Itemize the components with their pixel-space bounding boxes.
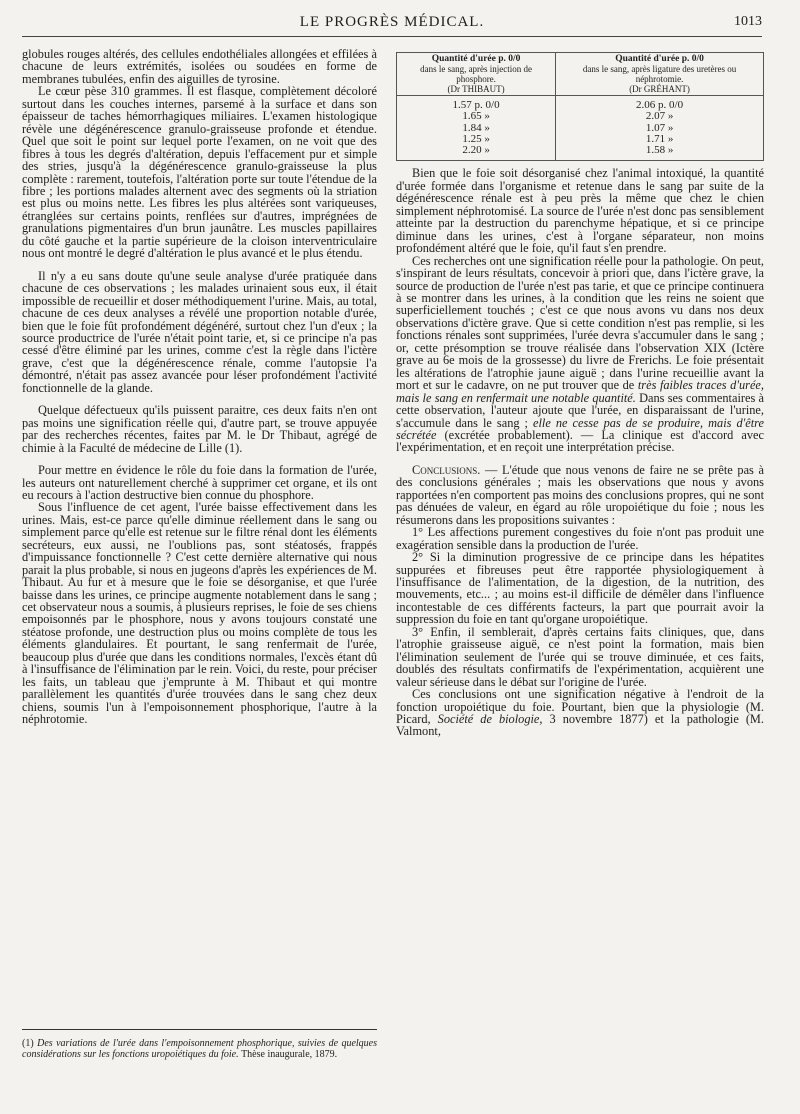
table-col1-values xyxy=(397,96,556,161)
footnote-title: Des variations de l'urée dans l'empoisonnement phosphorique, suivies de quelques considérations sur les fonctions uropoiétiques du foie. xyxy=(22,1038,377,1060)
table-cell: 1.57 p. 0/0 xyxy=(452,99,500,111)
table-cell: 1.71 » xyxy=(645,132,674,145)
page-number: 1013 xyxy=(734,14,762,29)
paragraph-phosphore: Pour mettre en évidence le rôle du foie dans la formation de l'urée, les auteurs ont naturellement cherché à supprimer cet organe, et ils ont eu recours à l'action destructive bien connue du phosphore. xyxy=(22,463,377,502)
paragraph-signification xyxy=(396,688,764,738)
table-header-nephrotomie xyxy=(556,53,764,96)
table-col2-values xyxy=(556,96,764,161)
left-column xyxy=(22,48,377,726)
paragraph-foie-desorganise: Bien que le foie soit désorganisé chez l'animal intoxiqué, la quantité d'urée formée dans l'organisme et retenue dans le sang par suite de la dégénérescence rénale est à peu près la même que chez le chien simplement néphrotomisé. La source de l'urée n'est donc pas sensiblement atteinte par la destruction du parenchyme hépatique, et si ce principe diminue dans les urines, c'est à l'organe séparateur, non moins profondément altéré que le foie, qu'il faut s'en prendre. xyxy=(396,166,764,256)
text-run: (excrétée probablement). — La clinique est d'accord avec l'expérimentation, et en reçoit une interprétation précise. xyxy=(396,428,764,455)
text-run-italic: très faibles traces d'urée, mais le sang en renfermait une notable quantité. xyxy=(396,378,765,405)
table-cell: 1.65 » xyxy=(462,110,490,123)
table-cell: 2.07 » xyxy=(645,110,674,123)
text-run-italic: Société de biologie, xyxy=(437,711,543,726)
text-run: — L'étude que nous venons de faire ne se prête pas à des conclusions générales ; mais les observations que nous y avons rapportées n'en comportent pas moins des conclusions propres, qui ne sont pas dénuées de valeur, en égard au rôle uropoiétique du foie ; nous les résumerons dans les propositions suivantes : xyxy=(396,462,765,527)
table-cell: 1.58 » xyxy=(645,144,674,157)
table-cell: 1.07 » xyxy=(645,121,674,134)
paragraph-thibaut: Quelque défectueux qu'ils puissent paraitre, ces deux faits n'en ont pas moins une signification réelle qui, d'autre part, se trouve appuyée par des recherches récentes, faites par M. le Dr Thibaut, agrégé de chimie à la Faculté de médecine de Lille (1). xyxy=(22,403,377,455)
conclusion-1: 1° Les affections purement congestives du foie n'ont pas produit une exagération sensible dans la production de l'urée. xyxy=(396,525,764,552)
right-column xyxy=(396,48,764,738)
table-col1-title: Quantité d'urée p. 0/0 xyxy=(431,54,521,64)
journal-title: LE PROGRÈS MÉDICAL. xyxy=(299,14,485,30)
table-cell: 1.25 » xyxy=(462,132,490,145)
table-col2-title: Quantité d'urée p. 0/0 xyxy=(615,54,704,64)
table-header-phosphore xyxy=(397,53,556,96)
text-run: 3 novembre 1877) et la pathologie (M. Valmont, xyxy=(396,711,764,739)
paragraph-conclusions xyxy=(396,464,764,526)
conclusions-label: Conclusions. xyxy=(412,462,481,477)
table-cell: 2.20 » xyxy=(462,144,490,157)
paragraph-tyrosine: globules rouges altérés, des cellules endothéliales allongées et effilées à chacune de leurs extrémités, isolées ou soudées en forme de membranes tubulées, enfin des aiguilles de tyrosine. xyxy=(22,47,377,86)
text-run-italic: elle ne cesse pas de se produire, mais d'être sécrétée xyxy=(396,415,764,442)
conclusion-2: 2° Si la diminution progressive de ce principe dans les hépatites suppurées et fibreuses peut être rapportée physiologiquement à l'insuffisance de l'alimentation, de la digestion, de la nutrition, des mouvements, etc... ; au moins est-il difficile de démêler dans l'influence incontestable de ces différents facteurs, la part que pourrait avoir la suppression du foie en tant qu'organe uropoiétique. xyxy=(396,550,764,627)
conclusion-3: 3° Enfin, il semblerait, d'après certains faits cliniques, que, dans l'atrophie graisseuse aiguë, ce n'est point la formation, mais bien l'élimination seulement de l'urée qui se trouve diminuée, et ces faits, doublés des résultats confirmatifs de l'expérimentation, acquièrent une valeur sérieuse dans le débat sur l'origine de l'urée. xyxy=(396,624,764,689)
text-run: Dans ses commentaires à cette observation, l'auteur ajoute que l'urée, en disparaissant de l'urine, s'accumule dans le sang ; xyxy=(396,390,764,430)
table-col1-author: (Dr THIBAUT) xyxy=(447,84,505,94)
table-col2-desc: dans le sang, après ligature des uretères ou néphrotomie. xyxy=(582,64,737,84)
uree-table xyxy=(396,52,764,161)
paragraph-influence: Sous l'influence de cet agent, l'urée baisse effectivement dans les urines. Mais, est-ce parce qu'elle diminue réellement dans le sang ou simplement parce qu'elle est retenue sur le filtre rénal dont les éléments secréteurs, eux aussi, ne l'oublions pas, sont stéatosés, frappés d'impuissance fonctionnelle ? C'est cette dernière alternative qui nous parait la plus probable, si nous en jugeons d'après les expériences de M. Thibaut. Au fur et à mesure que le foie se désorganise, et que l'urée baisse dans les urines, ce principe augmente notablement dans le sang ; cet observateur nous a soumis, à plusieurs reprises, le foie de ses chiens empoisonnés par le phosphore, nous y avons toujours constaté une stéatose profonde, une destruction plus ou moins complète de tous les éléments glandulaires. Et pourtant, le sang renfermait de l'urée, beaucoup plus d'urée que dans les conditions normales, l'excès étant dû à l'insuffisance de l'élimination par le rein. Voici, du reste, pour préciser les faits, un tableau que j'emprunte à M. Thibaut et qui montre parallèlement les quantités d'urée trouvées dans le sang chez deux chiens, soumis l'un à l'empoisonnement phosphorique, l'autre à la néphrotomie. xyxy=(22,500,377,727)
footnote xyxy=(22,1039,377,1061)
page-header xyxy=(22,14,762,37)
table-col2-author: (Dr GRÉHANT) xyxy=(629,84,690,94)
text-run: Ces conclusions ont une signification négative à l'endroit de la fonction uropoiétique du foie. Pourtant, bien que la physiologie (M. Picard, xyxy=(396,687,764,726)
paragraph-recherches xyxy=(396,255,764,454)
footnote-mark: (1) xyxy=(22,1038,34,1049)
table-cell: 1.84 » xyxy=(462,121,490,134)
text-run: Ces recherches ont une signification réelle pour la pathologie. On peut, s'inspirant de leurs résultats, concevoir à priori que, dans l'ictère grave, la source de production de l'urée n'est pas tarie, et que ce principe continuera à se montrer dans les urines, à la condition que les reins ne soient que superficiellement touchés ; c'est ce que nous avons vu dans nos deux observations d'ictère grave. Que si cette condition n'est pas remplie, si les fonctions rénales sont supprimées, l'urée devra s'accumuler dans le sang ; or, cette présomption se trouve réalisée dans l'observation XIX (Ictère grave au 6e mois de la grossesse) du livre de Frerichs. Le foie présentait les altérations de l'atrophie jaune aiguë ; dans l'urine recueillie avant la mort et sur le cadavre, on ne put trouver que de xyxy=(396,253,764,393)
footnote-thesis: Thèse inaugurale, 1879. xyxy=(241,1048,338,1060)
paragraph-analyse-uree: Il n'y a eu sans doute qu'une seule analyse d'urée pratiquée dans chacune de ces observations ; les malades urinaient sous eux, il était impossible de recueillir et doser méthodiquement l'urine. Mais, au total, chacune de ces deux analyses a révélé une proportion notable d'urée, bien que le foie fût profondément dégénéré, surtout chez l'un d'eux ; la source productrice de l'urée n'était point tarie, et, si ce principe n'a pas cessé d'être éliminé par les urines, comme c'est la règle dans l'ictère grave, c'est que la dégénérescence rénale, comme l'autopsie l'a démontré, n'était pas assez avancée pour léser profondément l'activité fonctionnelle de la glande. xyxy=(22,268,377,395)
footnote-rule xyxy=(22,1029,377,1030)
table-cell: 2.06 p. 0/0 xyxy=(636,99,684,111)
table-col1-desc: dans le sang, après injection de phosphore. xyxy=(420,64,533,84)
paragraph-coeur: Le cœur pèse 310 grammes. Il est flasque, complètement décoloré surtout dans les couches internes, parsemé à la surface et dans son épaisseur de taches hémorrhagiques miliaires. L'examen histologique révèle une dégénérescence granulo-graisseuse profonde et étendue. Quel que soit le point sur lequel porte l'examen, on ne voit que des fibres à tous les degrés d'altération, depuis l'effacement pur et simple des stries, jusqu'à la dégénérescence granulo-graisseuse la plus complète : rarement, toutefois, l'altération porte sur toute l'étendue de la fibre ; les portions malades alternent avec des segments où la striation est plus ou moins nette. Les fibres les plus altérées sont variqueuses, étranglées sur certains points, renflées sur d'autres, imprégnées de granulations pigmentaires d'un brun jaunâtre. Les muscles papillaires du côté gauche et la partie supérieure de la cloison interventriculaire nous ont montré le degré d'altération le plus avancé et le plus étendu. xyxy=(22,84,377,261)
